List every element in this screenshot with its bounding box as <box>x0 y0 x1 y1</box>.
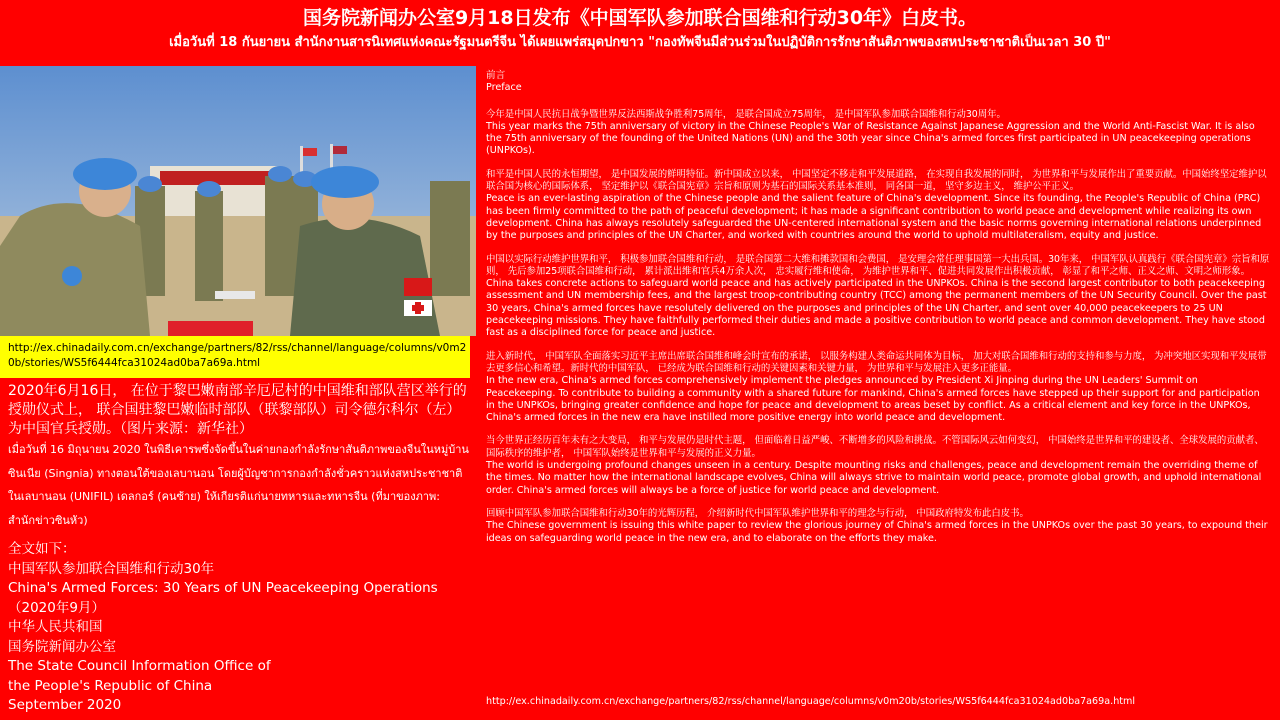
paragraph <box>486 169 1270 243</box>
white-paper-text <box>486 70 1270 556</box>
fulltext-intro <box>8 540 470 716</box>
paragraph <box>486 508 1270 545</box>
photo-illustration <box>0 66 476 336</box>
fulltext-line: 全文如下： <box>8 541 76 557</box>
page-title: 国务院新闻办公室9月18日发布《中国军队参加联合国维和行动30年》白皮书。 <box>302 7 978 29</box>
preface-heading-zh: 前言 <box>486 70 506 81</box>
paragraph <box>486 435 1270 496</box>
fulltext-line: China's Armed Forces: 30 Years of UN Peacekeeping Operations <box>8 580 438 596</box>
paragraph-en: The world is undergoing profound changes unseen in a century. Despite mounting risks and challenges, peace and development remain the overriding theme of the times. No matter how the international landscape evolves, China will always strive to maintain world peace, promote global growth, and uphold international order. China's armed forces will always be a force of justice for world peace and development. <box>486 460 1262 496</box>
paragraph <box>486 351 1270 425</box>
paragraph-zh: 和平是中国人民的永恒期望， 是中国发展的鲜明特征。新中国成立以来， 中国坚定不移走和平发展道路， 在实现自我发展的同时， 为世界和平与发展作出了重要贡献。中国始终坚定维护以联合国为核心的国际体系， 坚定维护以《联合国宪章》宗旨和原则为基石的国际关系基本准则， 同各国一道， 坚守多边主义， 维护公平正义。 <box>486 168 1267 193</box>
fulltext-line: 国务院新闻办公室 <box>8 638 116 655</box>
paragraph-en: In the new era, China's armed forces comprehensively implement the pledges announced by President Xi Jinping during the UN Leaders' Summit on Peacekeeping. To contribute to building a community with a shared future for mankind, China's armed forces have stepped up their support for and participation in the UNPKOs, bringing greater confidence and hope for peace and development to areas beset by conflict. As a critical element and key force in the UNPKOs, China's armed forces in the new era have instilled more positive energy into world peace and development. <box>486 375 1260 424</box>
paragraph-zh: 今年是中国人民抗日战争暨世界反法西斯战争胜利75周年， 是联合国成立75周年， 是中国军队参加联合国维和行动30周年。 <box>486 108 1006 120</box>
page-subtitle-thai: เมื่อวันที่ 18 กันยายน สำนักงานสารนิเทศแห่งคณะรัฐมนตรีจีน ได้เผยแพร่สมุดปกขาว "กองทัพจีนมีส่วนร่วมในปฏิบัติการรักษาสันติภาพของสหประชาชาติเป็นเวลา 30 ปี" <box>169 35 1111 50</box>
fulltext-line: September 2020 <box>8 697 122 713</box>
fulltext-line: The State Council Information Office of <box>8 658 271 674</box>
paragraph-zh: 当今世界正经历百年未有之大变局， 和平与发展仍是时代主题， 但面临着日益严峻、不断增多的风险和挑战。不管国际风云如何变幻， 中国始终是世界和平的建设者、全球发展的贡献者、国际秩序的维护者， 中国军队始终是世界和平与发展的正义力量。 <box>486 435 1264 459</box>
fulltext-line: 中华人民共和国 <box>8 619 103 635</box>
paragraph-en: Peace is an ever-lasting aspiration of the Chinese people and the salient feature of China's development. Since its founding, the People's Republic of China (PRC) has been firmly committed to the path of peaceful development; it has made a significant contribution to world peace and development while realizing its own development. China has always resolutely safeguarded the UN-centered international system and the basic norms governing international relations underpinned by the purposes and principles of the UN Charter, and worked with countries around the world to uphold multilateralism, equity and justice. <box>486 193 1262 242</box>
fulltext-line: the People's Republic of China <box>8 677 213 694</box>
paragraph-en: This year marks the 75th anniversary of victory in the Chinese People's War of Resistance Against Japanese Aggression and the World Anti-Fascist War. It is also the 75th anniversary of the founding of the United Nations (UN) and the 30th year since China's armed forces first participated in UN peacekeeping operations (UNPKOs). <box>486 120 1255 157</box>
preface-heading <box>486 70 1270 95</box>
paragraph-zh: 进入新时代， 中国军队全面落实习近平主席出席联合国维和峰会时宣布的承诺， 以服务构建人类命运共同体为目标， 加大对联合国维和行动的支持和参与力度， 为冲突地区实现和平发展带去更多信心和希望。新时代的中国军队， 已经成为联合国维和行动的关键因素和关键力量， 为世界和平与发展注入更多正能量。 <box>486 350 1267 374</box>
photo-caption-chinese: 2020年6月16日， 在位于黎巴嫩南部辛厄尼村的中国维和部队营区举行的授勋仪式上， 联合国驻黎巴嫩临时部队（联黎部队）司令德尔科尔（左）为中国官兵授勋。（图片来源：新华社） <box>8 383 467 437</box>
paragraph <box>486 254 1270 340</box>
fulltext-line: 中国军队参加联合国维和行动30年 <box>8 560 215 577</box>
paragraph-en: The Chinese government is issuing this white paper to review the glorious journey of China's armed forces in the UNPKOs over the past 30 years, to expound their ideas on safeguarding world peace in the new era, and to elaborate on the efforts they make. <box>486 520 1268 544</box>
paragraph-en: China takes concrete actions to safeguard world peace and has actively participated in the UNPKOs. China is the second largest contributor to both peacekeeping assessment and UN membership fees, and the largest troop-contributing country (TCC) among the permanent members of the UN Security Council. Over the past 30 years, China's armed forces have resolutely delivered on the purposes and principles of the UN Charter, and sent over 40,000 peacekeepers to 25 UN peacekeeping missions. They have faithfully performed their duties and made a positive contribution to world peace and common development. They have stood fast as a disciplined force for peace and justice. <box>486 278 1267 339</box>
paragraph <box>486 109 1270 158</box>
paragraph-zh: 回顾中国军队参加联合国维和行动30年的光辉历程， 介绍新时代中国军队维护世界和平的理念与行动， 中国政府特发布此白皮书。 <box>486 507 1029 519</box>
photo-caption-thai: เมื่อวันที่ 16 มิถุนายน 2020 ในพิธีเคารพซึ่งจัดขึ้นในค่ายกองกำลังรักษาสันติภาพของจีนในหมู่บ้านซินเนีย (Singnia) ทางตอนใต้ของเลบานอน โดยผู้บัญชาการกองกำลังชั่วคราวแห่งสหประชาชาติในเลบานอน (UNIFIL) เดลกอร์ (คนซ้าย) ให้เกียรติแก่นายทหารและทหารจีน (ที่มาของภาพ: สำนักข่าวซินหัว) <box>8 443 469 527</box>
paragraph-zh: 中国以实际行动维护世界和平， 积极参加联合国维和行动， 是联合国第二大维和摊款国和会费国， 是安理会常任理事国第一大出兵国。30年来， 中国军队认真践行《联合国宪章》宗旨和原则， 先后参加25项联合国维和行动， 累计派出维和官兵4万余人次， 忠实履行维和使命， 为维护世界和平、促进共同发展作出积极贡献， 彰显了和平之师、正义之师、文明之师形象。 <box>486 253 1270 277</box>
image-source-link[interactable]: http://ex.chinadaily.com.cn/exchange/partners/82/rss/channel/language/columns/v0m20b/stories/WS5f6444fca31024ad0ba7a69a.html <box>0 336 470 378</box>
preface-heading-en: Preface <box>486 82 522 94</box>
peacekeepers-photo <box>0 66 476 336</box>
fulltext-line: （2020年9月） <box>8 599 105 616</box>
source-article-link[interactable]: http://ex.chinadaily.com.cn/exchange/partners/82/rss/channel/language/columns/v0m20b/stories/WS5f6444fca31024ad0ba7a69a.html <box>486 696 1136 707</box>
